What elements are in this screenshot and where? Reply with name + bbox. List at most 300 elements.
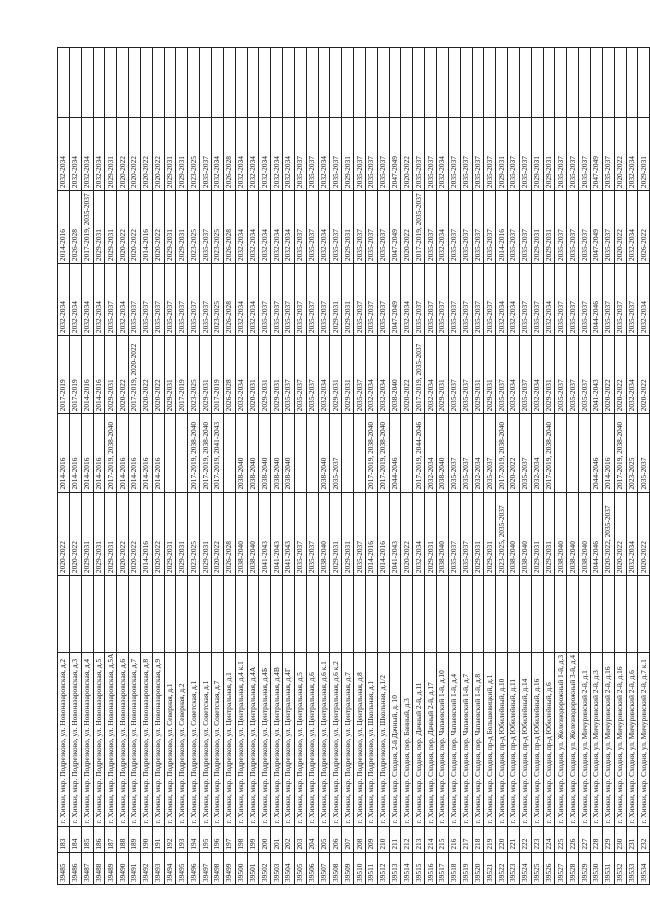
cell-address: г. Химки, мкр. Подрезково, ул. Центральная, д.4Б xyxy=(259,653,271,826)
cell-period-5: 2035-2037 xyxy=(377,191,389,264)
cell-period-2: 2017-2019, 2038-2040 xyxy=(614,414,626,492)
cell-period-6: 2020-2022 xyxy=(140,118,152,191)
cell-period-2: 2032-2034 xyxy=(472,414,484,492)
cell-period-6: 2035-2037 xyxy=(484,118,496,191)
cell-period-6: 2029-2031 xyxy=(342,118,354,191)
cell-period-6: 2032-2034 xyxy=(93,118,105,191)
cell-period-6: 2035-2037 xyxy=(330,118,342,191)
cell-row-number: 215 xyxy=(437,826,449,852)
cell-row-id: 39531 xyxy=(602,852,614,884)
empty-cell xyxy=(211,48,223,118)
cell-period-2: 2017-2019, 2041-2043 xyxy=(211,414,223,492)
cell-row-number: 204 xyxy=(306,826,318,852)
cell-period-3: 2020-2022 xyxy=(152,336,164,414)
table-row xyxy=(638,48,650,885)
empty-cell xyxy=(140,48,152,118)
cell-period-5: 2014-2016 xyxy=(496,191,508,264)
cell-period-4: 2035-2037 xyxy=(176,264,188,336)
empty-cell xyxy=(164,48,176,118)
cell-period-5: 2035-2037 xyxy=(306,191,318,264)
empty-cell xyxy=(271,576,283,653)
cell-period-5: 2023-2025 xyxy=(211,191,223,264)
cell-period-4: 2035-2037 xyxy=(318,264,330,336)
cell-row-number: 221 xyxy=(508,826,520,852)
cell-period-3: 2035-2037 xyxy=(496,336,508,414)
empty-cell xyxy=(401,48,413,118)
cell-period-2: 2035-2037 xyxy=(484,414,496,492)
cell-period-1: 2035-2037 xyxy=(354,492,366,575)
cell-row-id: 39501 xyxy=(247,852,259,884)
cell-row-id: 39526 xyxy=(543,852,555,884)
cell-address: г. Химки, мкр. Подрезково, ул. Школьная, д.1/2 xyxy=(377,653,389,826)
table-row xyxy=(93,48,105,885)
empty-cell xyxy=(425,576,437,653)
cell-address: г. Химки, мкр. Подрезково, ул. Центральная, д.6 к.2 xyxy=(330,653,342,826)
cell-period-4: 2035-2037 xyxy=(448,264,460,336)
cell-period-2: 2038-2040 xyxy=(283,414,295,492)
cell-row-id: 39502 xyxy=(259,852,271,884)
cell-period-1: 2029-2031 xyxy=(484,492,496,575)
cell-period-3: 2035-2037 xyxy=(306,336,318,414)
cell-period-1: 2029-2031 xyxy=(342,492,354,575)
cell-period-4: 2035-2037 xyxy=(437,264,449,336)
cell-row-id: 39519 xyxy=(460,852,472,884)
empty-cell xyxy=(614,48,626,118)
empty-cell xyxy=(176,576,188,653)
cell-row-number: 199 xyxy=(247,826,259,852)
empty-cell xyxy=(342,576,354,653)
cell-period-1: 2038-2040 xyxy=(437,492,449,575)
cell-address: г. Химки, мкр. Подрезково, ул. Северная, д.1 xyxy=(164,653,176,826)
empty-cell xyxy=(602,576,614,653)
cell-row-id: 39520 xyxy=(472,852,484,884)
empty-cell xyxy=(602,48,614,118)
cell-row-number: 220 xyxy=(496,826,508,852)
cell-period-3: 2029-2031 xyxy=(330,336,342,414)
cell-row-number: 200 xyxy=(259,826,271,852)
cell-period-1: 2020-2022 xyxy=(401,492,413,575)
cell-period-6: 2023-2025 xyxy=(188,118,200,191)
cell-row-number: 195 xyxy=(200,826,212,852)
empty-cell xyxy=(377,576,389,653)
cell-row-id: 39487 xyxy=(81,852,93,884)
cell-period-4: 2032-2034 xyxy=(81,264,93,336)
cell-period-1: 2029-2031 xyxy=(176,492,188,575)
cell-period-1: 2014-2016 xyxy=(377,492,389,575)
cell-period-4: 2035-2037 xyxy=(105,264,117,336)
cell-period-4: 2032-2034 xyxy=(69,264,81,336)
cell-period-6: 2029-2031 xyxy=(531,118,543,191)
cell-row-number: 206 xyxy=(330,826,342,852)
cell-period-2: 2023-2025 xyxy=(626,414,638,492)
cell-period-3: 2032-2034 xyxy=(377,336,389,414)
cell-address: г. Химки, мкр. Подрезково, ул. Советская, д.1 xyxy=(200,653,212,826)
empty-cell xyxy=(567,48,579,118)
cell-period-1: 2020-2022 xyxy=(614,492,626,575)
empty-cell xyxy=(579,48,591,118)
cell-period-5: 2035-2037 xyxy=(448,191,460,264)
empty-cell xyxy=(496,576,508,653)
cell-row-number: 202 xyxy=(283,826,295,852)
cell-row-id: 39505 xyxy=(294,852,306,884)
empty-cell xyxy=(342,48,354,118)
empty-cell xyxy=(448,576,460,653)
table-row xyxy=(590,48,602,885)
cell-period-1: 2020-2022 xyxy=(152,492,164,575)
cell-period-2: 2038-2040 xyxy=(235,414,247,492)
cell-period-6: 2035-2037 xyxy=(519,118,531,191)
cell-period-2 xyxy=(401,414,413,492)
table-row xyxy=(496,48,508,885)
empty-cell xyxy=(93,576,105,653)
cell-address: г. Химки, мкр. Сходня, ул. Мичуринский 2-й, д.3 xyxy=(590,653,602,826)
cell-period-4: 2032-2034 xyxy=(543,264,555,336)
cell-period-5: 2017-2019, 2035-2037 xyxy=(81,191,93,264)
cell-row-id: 39494 xyxy=(164,852,176,884)
cell-period-6: 2035-2037 xyxy=(294,118,306,191)
cell-row-number: 189 xyxy=(129,826,141,852)
table-row xyxy=(235,48,247,885)
cell-row-id: 39521 xyxy=(484,852,496,884)
empty-cell xyxy=(555,48,567,118)
cell-row-number: 211 xyxy=(389,826,401,852)
empty-cell xyxy=(638,48,650,118)
empty-cell xyxy=(117,576,129,653)
cell-period-1: 2023-2025 xyxy=(188,492,200,575)
cell-period-4: 2032-2034 xyxy=(247,264,259,336)
cell-period-4: 2035-2037 xyxy=(579,264,591,336)
table-row xyxy=(69,48,81,885)
cell-period-4: 2035-2037 xyxy=(484,264,496,336)
cell-row-number: 228 xyxy=(590,826,602,852)
empty-cell xyxy=(531,576,543,653)
cell-period-1: 2041-2043 xyxy=(271,492,283,575)
cell-period-4: 2035-2037 xyxy=(425,264,437,336)
cell-period-4: 2032-2034 xyxy=(401,264,413,336)
rotated-page xyxy=(57,47,648,885)
cell-period-2: 2035-2037 xyxy=(519,414,531,492)
cell-row-id: 39506 xyxy=(306,852,318,884)
table-row xyxy=(484,48,496,885)
cell-row-id: 39498 xyxy=(211,852,223,884)
empty-cell xyxy=(448,48,460,118)
cell-period-6: 2035-2037 xyxy=(425,118,437,191)
cell-row-number: 230 xyxy=(614,826,626,852)
cell-row-id: 39509 xyxy=(342,852,354,884)
cell-period-2: 2014-2016 xyxy=(81,414,93,492)
cell-row-id: 39518 xyxy=(448,852,460,884)
cell-period-1: 2032-2034 xyxy=(626,492,638,575)
cell-period-3: 2032-2034 xyxy=(531,336,543,414)
cell-period-1: 2029-2031 xyxy=(472,492,484,575)
cell-period-3: 2017-2019 xyxy=(58,336,70,414)
cell-period-1: 2029-2031 xyxy=(543,492,555,575)
table-row xyxy=(365,48,377,885)
table-row xyxy=(223,48,235,885)
cell-address: г. Химки, мкр. Сходня, пр-д Юбилейный, д.11 xyxy=(508,653,520,826)
cell-period-3: 2017-2019 xyxy=(211,336,223,414)
table-row xyxy=(211,48,223,885)
table-row xyxy=(354,48,366,885)
cell-period-1: 2020-2022 xyxy=(638,492,650,575)
empty-cell xyxy=(294,576,306,653)
empty-cell xyxy=(389,48,401,118)
cell-row-number: 194 xyxy=(188,826,200,852)
cell-period-3: 2032-2034 xyxy=(425,336,437,414)
cell-address: г. Химки, мкр. Сходня, ул. Мичуринский 2-й, д.1 xyxy=(579,653,591,826)
cell-period-3: 2032-2034 xyxy=(508,336,520,414)
empty-cell xyxy=(496,48,508,118)
cell-period-3: 2035-2037 xyxy=(448,336,460,414)
table-row xyxy=(531,48,543,885)
empty-cell xyxy=(330,48,342,118)
cell-period-4: 2044-2046 xyxy=(590,264,602,336)
cell-row-number: 219 xyxy=(484,826,496,852)
cell-address: г. Химки, мкр. Подрезково, ул. Центральная, д.4 к.1 xyxy=(235,653,247,826)
cell-row-number: 184 xyxy=(69,826,81,852)
table-row xyxy=(448,48,460,885)
cell-period-1: 2029-2031 xyxy=(81,492,93,575)
table-row xyxy=(567,48,579,885)
cell-period-5: 2032-2034 xyxy=(235,191,247,264)
cell-row-id: 39533 xyxy=(626,852,638,884)
empty-cell xyxy=(200,48,212,118)
cell-period-2: 2017-2019, 2038-2040 xyxy=(377,414,389,492)
cell-address: г. Химки, мкр. Сходня, пер. Банный, д.3 xyxy=(401,653,413,826)
cell-period-4: 2023-2025 xyxy=(211,264,223,336)
cell-address: г. Химки, мкр. Подрезково, ул. Центральная, д.4В xyxy=(271,653,283,826)
cell-row-id: 39489 xyxy=(105,852,117,884)
cell-period-5: 2035-2037 xyxy=(365,191,377,264)
cell-period-1: 2044-2046 xyxy=(590,492,602,575)
cell-period-3: 2023-2025 xyxy=(188,336,200,414)
cell-row-id: 39514 xyxy=(401,852,413,884)
cell-period-4: 2035-2037 xyxy=(152,264,164,336)
cell-row-id: 39523 xyxy=(508,852,520,884)
cell-period-2: 2020-2022 xyxy=(508,414,520,492)
cell-row-number: 227 xyxy=(579,826,591,852)
table-row xyxy=(164,48,176,885)
cell-period-5: 2020-2022 xyxy=(117,191,129,264)
cell-period-3: 2035-2037 xyxy=(567,336,579,414)
cell-period-4: 2035-2037 xyxy=(283,264,295,336)
cell-period-2: 2032-2034 xyxy=(531,414,543,492)
cell-period-1: 2023-2025, 2035-2037 xyxy=(496,492,508,575)
cell-row-id: 39493 xyxy=(152,852,164,884)
cell-period-3: 2029-2031 xyxy=(259,336,271,414)
cell-period-1: 2038-2040 xyxy=(318,492,330,575)
cell-address: г. Химки, мкр. Подрезково, ул. Центральная, д.7 xyxy=(342,653,354,826)
cell-period-3: 2029-2031 xyxy=(342,336,354,414)
cell-period-3: 2032-2034 xyxy=(318,336,330,414)
cell-row-id: 39496 xyxy=(188,852,200,884)
cell-period-1: 2014-2016 xyxy=(365,492,377,575)
cell-period-5: 2035-2037 xyxy=(602,191,614,264)
table-row xyxy=(472,48,484,885)
empty-cell xyxy=(164,576,176,653)
cell-period-6: 2035-2037 xyxy=(448,118,460,191)
cell-period-5: 2035-2037 xyxy=(460,191,472,264)
cell-period-6: 2035-2037 xyxy=(579,118,591,191)
cell-row-number: 209 xyxy=(365,826,377,852)
cell-period-5: 2029-2031 xyxy=(164,191,176,264)
empty-cell xyxy=(247,576,259,653)
cell-period-4: 2035-2037 xyxy=(354,264,366,336)
cell-period-2: 2017-2019, 2044-2046 xyxy=(413,414,425,492)
cell-period-1: 2029-2031 xyxy=(425,492,437,575)
table-body xyxy=(58,48,650,885)
cell-row-number: 218 xyxy=(472,826,484,852)
cell-address: г. Химки, мкр. Подрезково, ул. Новоназаровская, д.4 xyxy=(81,653,93,826)
cell-row-id: 39534 xyxy=(638,852,650,884)
cell-period-5: 2035-2037 xyxy=(555,191,567,264)
empty-cell xyxy=(330,576,342,653)
cell-period-6: 2026-2028 xyxy=(223,118,235,191)
cell-address: г. Химки, мкр. Подрезково, ул. Центральная, д.8 xyxy=(354,653,366,826)
cell-row-number: 205 xyxy=(318,826,330,852)
cell-period-5: 2032-2034 xyxy=(318,191,330,264)
cell-period-4: 2035-2037 xyxy=(271,264,283,336)
empty-cell xyxy=(306,48,318,118)
cell-period-6: 2020-2022 xyxy=(129,118,141,191)
cell-row-number: 193 xyxy=(176,826,188,852)
cell-period-3: 2026-2028 xyxy=(223,336,235,414)
cell-period-3: 2020-2022 xyxy=(117,336,129,414)
cell-period-2: 2014-2016 xyxy=(140,414,152,492)
cell-address: г. Химки, мкр. Сходня, пер. Дачный 2-й, д.17 xyxy=(425,653,437,826)
cell-period-2: 2035-2037 xyxy=(638,414,650,492)
cell-period-5: 2035-2037 xyxy=(330,191,342,264)
table-row xyxy=(58,48,70,885)
cell-period-6: 2032-2034 xyxy=(259,118,271,191)
cell-period-2: 2014-2016 xyxy=(152,414,164,492)
empty-cell xyxy=(413,576,425,653)
cell-period-6: 2032-2034 xyxy=(81,118,93,191)
empty-cell xyxy=(413,48,425,118)
cell-address: г. Химки, мкр. Подрезково, ул. Новоназаровская, д.3 xyxy=(69,653,81,826)
cell-period-1: 2026-2028 xyxy=(223,492,235,575)
cell-period-1: 2020-2022 xyxy=(58,492,70,575)
cell-period-4: 2035-2037 xyxy=(140,264,152,336)
cell-period-6: 2020-2022 xyxy=(152,118,164,191)
cell-row-id: 39500 xyxy=(235,852,247,884)
cell-period-5: 2029-2031 xyxy=(342,191,354,264)
cell-period-4: 2032-2034 xyxy=(235,264,247,336)
cell-period-5: 2035-2037 xyxy=(472,191,484,264)
cell-row-number: 208 xyxy=(354,826,366,852)
cell-period-1: 2032-2034 xyxy=(413,492,425,575)
cell-period-3: 2035-2037 xyxy=(555,336,567,414)
cell-period-5: 2026-2028 xyxy=(69,191,81,264)
cell-period-5: 2032-2034 xyxy=(259,191,271,264)
empty-cell xyxy=(247,48,259,118)
cell-row-id: 39517 xyxy=(437,852,449,884)
empty-cell xyxy=(377,48,389,118)
cell-period-4: 2029-2031 xyxy=(330,264,342,336)
cell-period-3: 2014-2016 xyxy=(81,336,93,414)
empty-cell xyxy=(152,576,164,653)
empty-cell xyxy=(401,576,413,653)
table-row xyxy=(140,48,152,885)
cell-row-id: 39510 xyxy=(354,852,366,884)
cell-row-number: 214 xyxy=(425,826,437,852)
cell-address: г. Химки, мкр. Подрезково, ул. Новоназаровская, д.9 xyxy=(152,653,164,826)
cell-period-2 xyxy=(294,414,306,492)
cell-period-5: 2032-2034 xyxy=(247,191,259,264)
cell-period-4: 2035-2037 xyxy=(377,264,389,336)
empty-cell xyxy=(579,576,591,653)
cell-period-4: 2035-2037 xyxy=(200,264,212,336)
cell-period-1: 2038-2040 xyxy=(519,492,531,575)
empty-cell xyxy=(259,576,271,653)
empty-cell xyxy=(140,576,152,653)
cell-period-4: 2032-2034 xyxy=(638,264,650,336)
cell-row-id: 39485 xyxy=(58,852,70,884)
cell-period-6: 2032-2034 xyxy=(318,118,330,191)
empty-cell xyxy=(223,48,235,118)
cell-period-6: 2032-2034 xyxy=(626,118,638,191)
table-row xyxy=(401,48,413,885)
cell-period-3: 2029-2031 xyxy=(472,336,484,414)
cell-address: г. Химки, мкр. Подрезково, ул. Центральная, д.5 xyxy=(294,653,306,826)
cell-period-3: 2029-2031 xyxy=(484,336,496,414)
cell-period-2: 2014-2016 xyxy=(117,414,129,492)
cell-period-4: 2032-2034 xyxy=(58,264,70,336)
cell-period-3: 2038-2040 xyxy=(389,336,401,414)
table-row xyxy=(626,48,638,885)
cell-period-3: 2035-2037 xyxy=(354,336,366,414)
cell-row-id: 39488 xyxy=(93,852,105,884)
cell-period-1: 2038-2040 xyxy=(508,492,520,575)
cell-period-2: 2038-2040 xyxy=(271,414,283,492)
empty-cell xyxy=(259,48,271,118)
empty-cell xyxy=(543,48,555,118)
cell-period-1: 2029-2031 xyxy=(330,492,342,575)
table-row xyxy=(614,48,626,885)
cell-period-1: 2020-2022 xyxy=(211,492,223,575)
cell-period-2: 2044-2046 xyxy=(389,414,401,492)
empty-cell xyxy=(519,576,531,653)
cell-period-6: 2032-2034 xyxy=(247,118,259,191)
table-row xyxy=(247,48,259,885)
cell-period-2: 2017-2019, 2038-2040 xyxy=(496,414,508,492)
cell-period-5: 2017-2019, 2035-2037 xyxy=(413,191,425,264)
cell-row-number: 185 xyxy=(81,826,93,852)
cell-row-id: 39512 xyxy=(377,852,389,884)
cell-period-6: 2035-2037 xyxy=(200,118,212,191)
cell-period-6: 2020-2022 xyxy=(117,118,129,191)
cell-period-6: 2032-2034 xyxy=(69,118,81,191)
empty-cell xyxy=(58,48,70,118)
cell-address: г. Химки, мкр. Подрезково, ул. Центральная, д.4Г xyxy=(283,653,295,826)
cell-period-5: 2035-2037 xyxy=(354,191,366,264)
cell-period-6: 2029-2031 xyxy=(543,118,555,191)
empty-cell xyxy=(484,576,496,653)
cell-row-id: 39525 xyxy=(531,852,543,884)
cell-period-5: 2032-2034 xyxy=(283,191,295,264)
cell-row-number: 217 xyxy=(460,826,472,852)
cell-period-3: 2029-2031 xyxy=(164,336,176,414)
cell-row-number: 192 xyxy=(164,826,176,852)
cell-period-5: 2020-2022 xyxy=(614,191,626,264)
empty-cell xyxy=(176,48,188,118)
empty-cell xyxy=(626,576,638,653)
empty-cell xyxy=(555,576,567,653)
cell-period-2: 2038-2040 xyxy=(259,414,271,492)
empty-cell xyxy=(472,576,484,653)
table-row xyxy=(330,48,342,885)
cell-period-2 xyxy=(342,414,354,492)
